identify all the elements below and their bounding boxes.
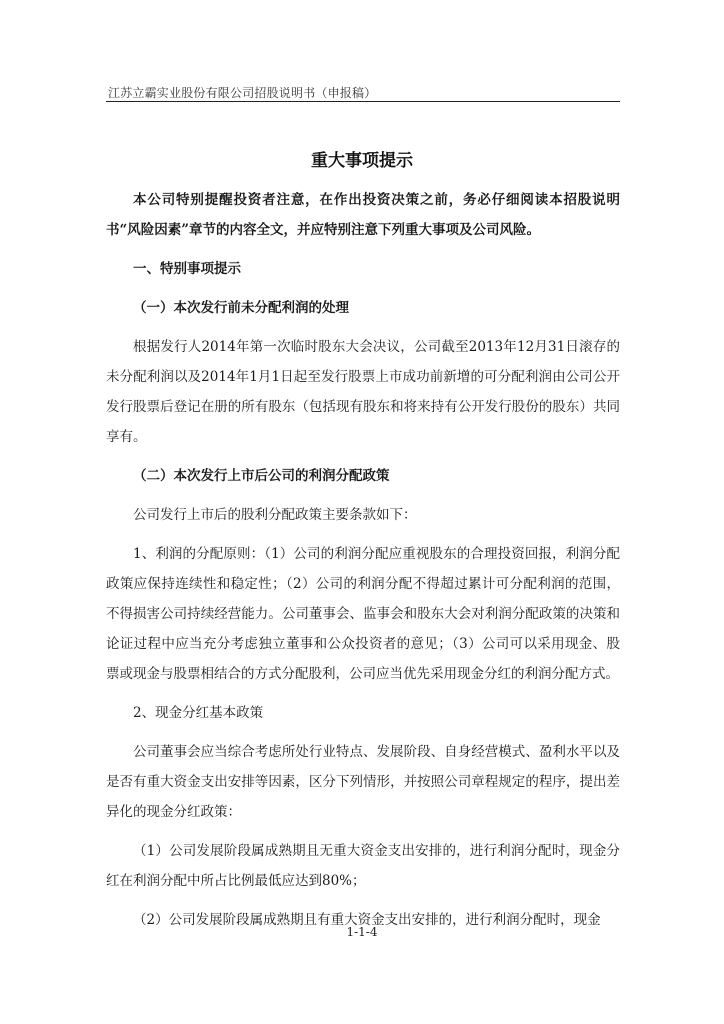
body-paragraph: 根据发行人2014年第一次临时股东大会决议，公司截至2013年12月31日滚存的未分配利润以及2014年1月1日起至发行股票上市成功前新增的可分配利润由公司公开发行股票后登记在册的所有股东（包括现有股东和将来持有公开发行股份的股东）共同享有。 bbox=[106, 339, 620, 445]
section-heading: 一、特别事项提示 bbox=[133, 261, 241, 277]
document-header: 江苏立霸实业股份有限公司招股说明书（申报稿） bbox=[108, 86, 377, 100]
body-paragraph: 公司董事会应当综合考虑所处行业特点、发展阶段、自身经营模式、盈利水平以及是否有重大资金支出安排等因素，区分下列情形，并按照公司章程规定的程序，提出差异化的现金分红政策： bbox=[106, 744, 620, 820]
body-paragraph: 1、利润的分配原则：（1）公司的利润分配应重视股东的合理投资回报，利润分配政策应保持连续性和稳定性；（2）公司的利润分配不得超过累计可分配利润的范围，不得损害公司持续经营能力。公司董事会、监事会和股东大会对利润分配政策的决策和论证过程中应当充分考虑独立董事和公众投资者的意见；（3）公司可以采用现金、股票或现金与股票相结合的方式分配股利，公司应当优先采用现金分红的利润分配方式。 bbox=[106, 546, 620, 682]
body-paragraph: （1）公司发展阶段属成熟期且无重大资金支出安排的，进行利润分配时，现金分红在利润分配中所占比例最低应达到80%； bbox=[106, 843, 620, 889]
item-heading: 2、现金分红基本政策 bbox=[133, 705, 264, 721]
body-paragraph: 公司发行上市后的股利分配政策主要条款如下： bbox=[133, 507, 417, 523]
page-title: 重大事项提示 bbox=[311, 151, 413, 171]
page-number: 1-1-4 bbox=[346, 925, 378, 939]
subsection-heading: （一）本次发行前未分配利润的处理 bbox=[133, 300, 349, 316]
document-body bbox=[106, 185, 620, 944]
body-paragraph: （2）公司发展阶段属成熟期且有重大资金支出安排的，进行利润分配时，现金 bbox=[133, 912, 601, 928]
subsection-heading: （二）本次发行上市后公司的利润分配政策 bbox=[133, 468, 390, 484]
intro-paragraph: 本公司特别提醒投资者注意，在作出投资决策之前，务必仔细阅读本招股说明书“风险因素”章节的内容全文，并应特别注意下列重大事项及公司风险。 bbox=[106, 192, 620, 238]
header-divider bbox=[106, 101, 620, 102]
